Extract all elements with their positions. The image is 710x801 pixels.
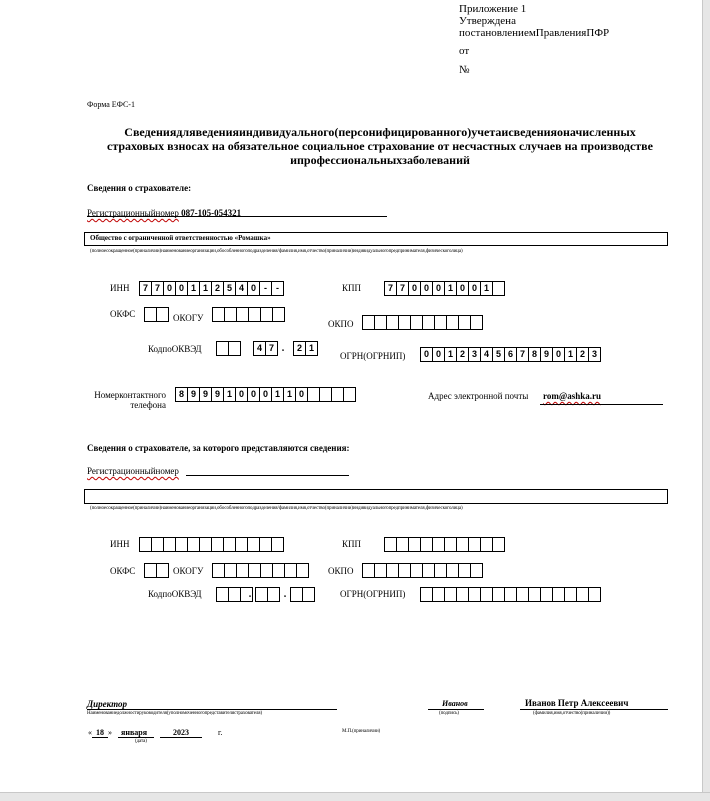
digit-cell[interactable]: 1 (199, 281, 212, 296)
section1-okfs-label: ОКФС (110, 309, 136, 319)
digit-cell[interactable]: 0 (163, 281, 176, 296)
section2-ogrn-label: ОГРН(ОГРНИП) (340, 589, 406, 599)
signer-position: Директор (87, 699, 127, 709)
signer-fio-line (520, 709, 668, 710)
digit-cell[interactable]: 6 (504, 347, 517, 362)
section2-kpp-cells[interactable] (384, 537, 505, 552)
form-code: Форма ЕФС-1 (87, 100, 135, 109)
signer-position-hint: Наименованиедолжностируководителя(уполномоченногопредставителястрахователя) (87, 711, 263, 716)
section1-inn-cells[interactable] (139, 281, 284, 296)
section1-ogrn-cells[interactable] (420, 347, 601, 362)
section1-kpp-cells[interactable] (384, 281, 505, 296)
digit-cell[interactable] (272, 307, 285, 322)
digit-cell[interactable]: 7 (151, 281, 164, 296)
section1-okpo-cells[interactable] (362, 315, 483, 330)
signer-position-line (87, 709, 337, 710)
digit-cell[interactable]: 0 (295, 387, 308, 402)
date-year-line (160, 737, 202, 738)
digit-cell[interactable]: 2 (293, 341, 306, 356)
section1-okved-dot: . (281, 343, 285, 354)
digit-cell[interactable] (271, 537, 284, 552)
section1-phone-label (91, 390, 166, 410)
digit-cell[interactable]: 1 (564, 347, 577, 362)
date-year: 2023 (173, 728, 189, 737)
digit-cell[interactable] (296, 563, 309, 578)
section1-heading: Сведения о страхователе: (87, 183, 192, 193)
digit-cell[interactable] (228, 341, 241, 356)
date-day-line (92, 737, 108, 738)
section1-okogu-label: ОКОГУ (173, 313, 204, 323)
digit-cell[interactable]: 9 (540, 347, 553, 362)
digit-cell[interactable]: 5 (492, 347, 505, 362)
digit-cell[interactable]: 1 (305, 341, 318, 356)
digit-cell[interactable]: - (271, 281, 284, 296)
digit-cell[interactable] (470, 315, 483, 330)
date-hint: (дата) (135, 739, 147, 744)
section1-okved-label: КодпоОКВЭД (148, 344, 202, 354)
digit-cell[interactable]: 7 (396, 281, 409, 296)
section2-reg-line (186, 475, 349, 476)
number-label: № (459, 64, 470, 76)
digit-cell[interactable]: 3 (468, 347, 481, 362)
digit-cell[interactable]: 0 (420, 281, 433, 296)
signer-fio: Иванов Петр Алексеевич (525, 698, 629, 708)
section1-org-name: Общество с ограниченной ответственностью «Ромашка» (90, 234, 271, 242)
digit-cell[interactable] (470, 563, 483, 578)
digit-cell[interactable]: 0 (175, 281, 188, 296)
digit-cell[interactable]: 7 (139, 281, 152, 296)
digit-cell[interactable]: 0 (420, 347, 433, 362)
section2-okpo-cells[interactable] (362, 563, 483, 578)
section2-inn-cells[interactable] (139, 537, 284, 552)
digit-cell[interactable]: 0 (468, 281, 481, 296)
section2-inn-label: ИНН (110, 539, 130, 549)
section2-okved-b[interactable] (255, 587, 280, 602)
digit-cell[interactable]: 9 (199, 387, 212, 402)
digit-cell[interactable]: 7 (384, 281, 397, 296)
signer-signature-line (428, 709, 484, 710)
signer-fio-hint: (фамилия,имя,отчество(приналичии)) (533, 711, 611, 716)
digit-cell[interactable] (492, 281, 505, 296)
digit-cell[interactable] (492, 537, 505, 552)
section1-inn-label: ИНН (110, 283, 130, 293)
digit-cell[interactable]: 1 (444, 281, 457, 296)
digit-cell[interactable]: 0 (552, 347, 565, 362)
digit-cell[interactable]: 7 (265, 341, 278, 356)
signer-signature: Иванов (442, 699, 468, 708)
section1-reg-line (87, 216, 387, 217)
signer-signature-hint: (подпись) (439, 711, 459, 716)
section1-okved-c[interactable] (293, 341, 318, 356)
digit-cell[interactable]: 2 (456, 347, 469, 362)
section2-org-hint: (полноесокращенное(приналичии)наименованиеорганизации,обособленногоподразделения/фамилия,имя,отчество(приналичии)индивидуальногопредпринимателя,физическоголица) (90, 506, 463, 511)
section1-reg-value: 087-105-054321 (181, 208, 242, 218)
digit-cell[interactable]: 1 (444, 347, 457, 362)
section2-kpp-label: КПП (342, 539, 362, 549)
title-line-3: ипрофессиональныхзаболеваний (290, 153, 470, 167)
digit-cell[interactable]: 4 (235, 281, 248, 296)
approved-by-label: постановлениемПравленияПФР (459, 27, 610, 39)
title-line-2: страховых взносах на обязательное социальное страхование от несчастных случаев на производстве (107, 139, 653, 153)
from-label: от (459, 45, 470, 57)
section2-reg-number (87, 466, 179, 476)
section2-okved-c[interactable] (290, 587, 315, 602)
digit-cell[interactable]: 8 (528, 347, 541, 362)
date-day: 18 (96, 728, 104, 737)
appendix-label: Приложение 1 (459, 3, 527, 15)
digit-cell[interactable]: 1 (223, 387, 236, 402)
phone-label-line-2: телефона (130, 400, 166, 410)
section1-email-label: Адрес электронной почты (428, 391, 529, 401)
digit-cell[interactable]: 2 (211, 281, 224, 296)
section1-email-value: rom@ashka.ru (543, 391, 601, 401)
digit-cell[interactable] (588, 587, 601, 602)
section1-org-hint: (полноесокращенное(приналичии)наименованиеорганизации,обособленногоподразделения/фамилия,имя,отчество(приналичии)индивидуальногопредпринимателя,физическоголица) (90, 249, 463, 254)
section1-org-name-field[interactable] (84, 232, 668, 246)
digit-cell[interactable]: 0 (432, 347, 445, 362)
date-year-suffix: г. (218, 728, 223, 737)
section1-okpo-label: ОКПО (328, 319, 354, 329)
window-edge-right (702, 0, 710, 800)
section1-ogrn-label: ОГРН(ОГРНИП) (340, 351, 406, 361)
section2-okved-label: КодпоОКВЭД (148, 589, 202, 599)
digit-cell[interactable] (156, 563, 169, 578)
digit-cell[interactable] (267, 587, 280, 602)
digit-cell[interactable]: 0 (259, 387, 272, 402)
digit-cell[interactable]: 0 (432, 281, 445, 296)
section1-okved-b[interactable] (253, 341, 278, 356)
digit-cell[interactable]: 2 (576, 347, 589, 362)
digit-cell[interactable]: 0 (456, 281, 469, 296)
section2-ogrn-cells[interactable] (420, 587, 601, 602)
section2-heading: Сведения о страхователе, за которого представляются сведения: (87, 443, 350, 453)
section1-okfs-cells[interactable] (144, 307, 169, 322)
section1-email-line (540, 404, 663, 405)
section2-okved-dot-1: . (248, 589, 252, 600)
digit-cell[interactable]: 1 (271, 387, 284, 402)
section2-okogu-label: ОКОГУ (173, 566, 204, 576)
digit-cell[interactable]: 9 (187, 387, 200, 402)
digit-cell[interactable]: 4 (253, 341, 266, 356)
section2-okfs-cells[interactable] (144, 563, 169, 578)
date-close-quote: » (108, 728, 112, 737)
stamp-label: М.П.(приналичии) (342, 729, 381, 734)
digit-cell[interactable] (343, 387, 356, 402)
digit-cell[interactable]: 3 (588, 347, 601, 362)
digit-cell[interactable]: 0 (408, 281, 421, 296)
digit-cell[interactable]: 0 (235, 387, 248, 402)
document-title (80, 125, 680, 167)
date-month: января (121, 728, 148, 737)
digit-cell[interactable]: 9 (211, 387, 224, 402)
section1-reg-label: Регистрационныйномер (87, 208, 179, 218)
digit-cell[interactable] (302, 587, 315, 602)
title-line-1: Сведениядляведенияиндивидуального(персонифицированного)учетаисведенияоначисленных (124, 125, 636, 139)
section1-phone-cells[interactable] (175, 387, 356, 402)
section2-org-name-field[interactable] (84, 489, 668, 504)
section2-okpo-label: ОКПО (328, 566, 354, 576)
section2-okved-dot-2: . (283, 589, 287, 600)
section2-okogu-cells[interactable] (212, 563, 309, 578)
date-open-quote: « (88, 728, 92, 737)
digit-cell[interactable]: 5 (223, 281, 236, 296)
digit-cell[interactable] (156, 307, 169, 322)
section2-reg-label: Регистрационныйномер (87, 466, 179, 476)
section1-okogu-cells[interactable] (212, 307, 285, 322)
digit-cell[interactable]: 0 (247, 387, 260, 402)
digit-cell[interactable]: 1 (283, 387, 296, 402)
digit-cell[interactable]: 0 (247, 281, 260, 296)
digit-cell[interactable]: 1 (480, 281, 493, 296)
digit-cell[interactable]: - (259, 281, 272, 296)
phone-label-line-1: Номерконтактного (94, 390, 166, 400)
digit-cell[interactable]: 4 (480, 347, 493, 362)
section2-okfs-label: ОКФС (110, 566, 136, 576)
approved-label: Утверждена (459, 15, 516, 27)
date-month-line (118, 737, 154, 738)
section1-okved-a[interactable] (216, 341, 241, 356)
digit-cell[interactable]: 7 (516, 347, 529, 362)
section1-kpp-label: КПП (342, 283, 362, 293)
digit-cell[interactable]: 1 (187, 281, 200, 296)
digit-cell[interactable]: 8 (175, 387, 188, 402)
